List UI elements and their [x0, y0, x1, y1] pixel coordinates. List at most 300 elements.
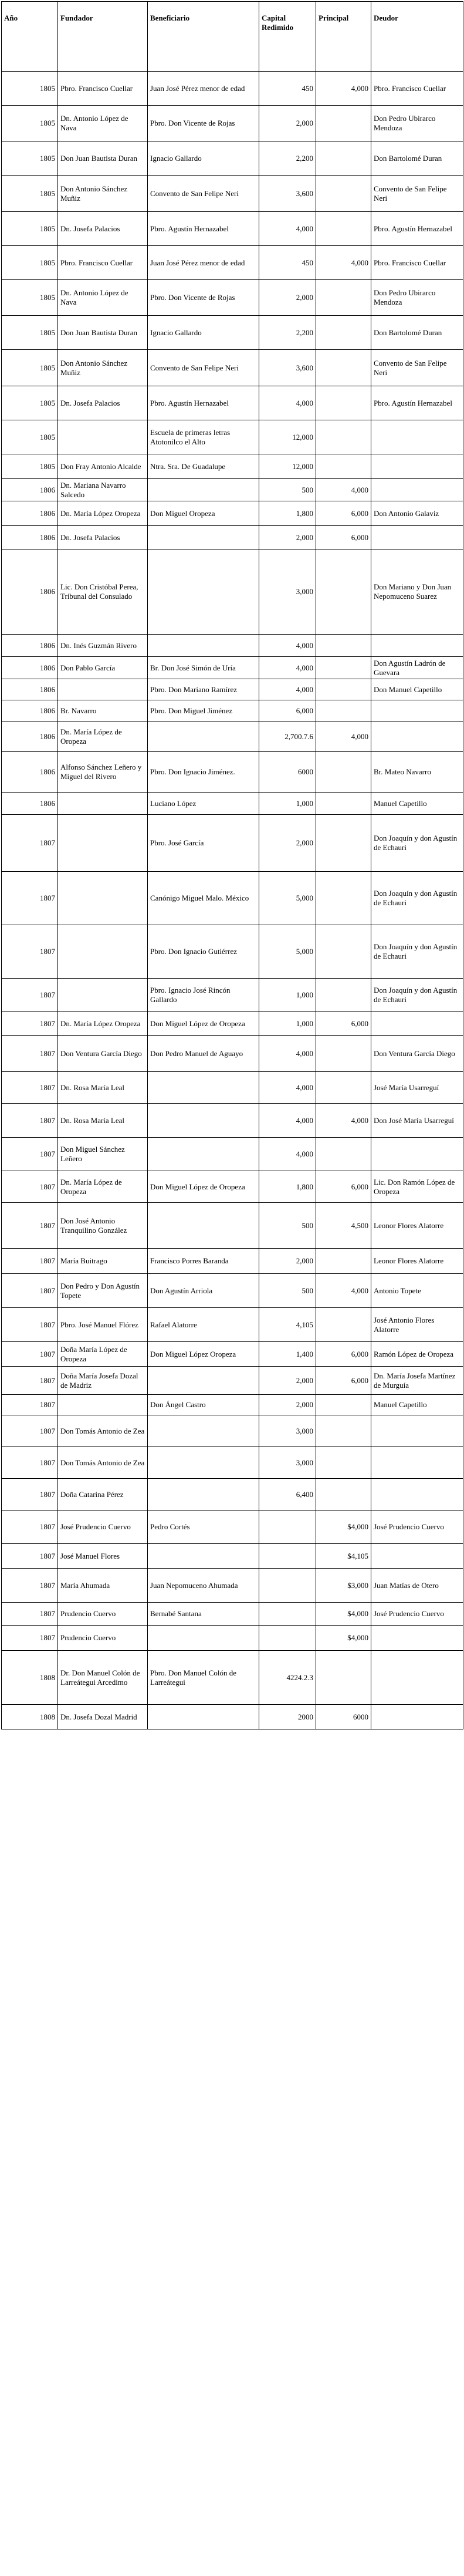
cell-capital: 4,000 [259, 386, 316, 420]
cell-debtor: Don Joaquín y don Agustín de Echauri [371, 815, 463, 872]
cell-debtor: Manuel Capetillo [371, 793, 463, 815]
cell-founder: Don Antonio Sánchez Muñiz [58, 350, 148, 386]
cell-debtor: Don Ventura García Diego [371, 1036, 463, 1072]
cell-principal [316, 752, 371, 793]
cell-capital: 1,400 [259, 1342, 316, 1367]
cell-beneficiary [148, 526, 259, 549]
cell-founder [58, 793, 148, 815]
cell-beneficiary [148, 1479, 259, 1510]
cell-debtor: Br. Mateo Navarro [371, 752, 463, 793]
cell-debtor: Don Pedro Ubirarco Mendoza [371, 280, 463, 316]
cell-founder: Don Juan Bautista Duran [58, 141, 148, 176]
cell-principal [316, 386, 371, 420]
table-row [2, 752, 463, 793]
cell-principal: 6,000 [316, 526, 371, 549]
cell-founder: Dn. Antonio López de Nava [58, 280, 148, 316]
cell-founder: Don Pablo García [58, 657, 148, 679]
cell-beneficiary: Pbro. Agustín Hernazabel [148, 212, 259, 246]
table-row [2, 1569, 463, 1603]
cell-beneficiary: Pbro. Don Mariano Ramírez [148, 679, 259, 700]
table-row [2, 1036, 463, 1072]
cell-debtor [371, 1626, 463, 1651]
cell-founder: Lic. Don Cristóbal Perea, Tribunal del Consulado [58, 549, 148, 635]
cell-principal [316, 280, 371, 316]
cell-founder: Dn. Rosa María Leal [58, 1072, 148, 1104]
cell-beneficiary [148, 721, 259, 752]
cell-capital: 5,000 [259, 925, 316, 979]
cell-principal: 4,000 [316, 1104, 371, 1138]
cell-year: 1805 [2, 386, 58, 420]
cell-debtor: Lic. Don Ramón López de Oropeza [371, 1171, 463, 1203]
header-row [2, 2, 463, 72]
cell-debtor: Ramón López de Oropeza [371, 1342, 463, 1367]
cell-beneficiary: Don Miguel López Oropeza [148, 1342, 259, 1367]
cell-principal [316, 657, 371, 679]
cell-beneficiary: Canónigo Miguel Malo. México [148, 872, 259, 925]
header-year: Año [2, 2, 58, 72]
cell-founder: Dn. Inés Guzmán Rivero [58, 635, 148, 657]
cell-principal [316, 872, 371, 925]
cell-beneficiary [148, 1447, 259, 1479]
cell-capital: 4,000 [259, 635, 316, 657]
cell-debtor [371, 454, 463, 479]
cell-debtor: José María Usarreguí [371, 1072, 463, 1104]
cell-principal: 6,000 [316, 1171, 371, 1203]
cell-capital: 6,400 [259, 1479, 316, 1510]
cell-capital: 4,000 [259, 1138, 316, 1171]
cell-founder: Don Tomás Antonio de Zea [58, 1415, 148, 1447]
cell-founder: Dr. Don Manuel Colón de Larreátegui Arcedimo [58, 1651, 148, 1705]
cell-beneficiary: Pbro. Don Ignacio Jiménez. [148, 752, 259, 793]
cell-year: 1806 [2, 700, 58, 721]
cell-founder: Pbro. Francisco Cuellar [58, 72, 148, 106]
table-row [2, 925, 463, 979]
cell-beneficiary [148, 1367, 259, 1395]
table-row [2, 1447, 463, 1479]
cell-debtor: Don José María Usarreguí [371, 1104, 463, 1138]
cell-year: 1805 [2, 212, 58, 246]
cell-principal [316, 679, 371, 700]
cell-year: 1805 [2, 350, 58, 386]
cell-founder: Prudencio Cuervo [58, 1603, 148, 1626]
cell-beneficiary [148, 635, 259, 657]
cell-principal [316, 1651, 371, 1705]
cell-beneficiary: Pedro Cortés [148, 1510, 259, 1544]
table-row [2, 549, 463, 635]
cell-founder [58, 679, 148, 700]
table-row [2, 700, 463, 721]
table-row [2, 1367, 463, 1395]
cell-debtor: Pbro. Agustín Hernazabel [371, 386, 463, 420]
cell-beneficiary: Pbro. Don Manuel Colón de Larreátegui [148, 1651, 259, 1705]
table-row [2, 1171, 463, 1203]
cell-capital [259, 1569, 316, 1603]
cell-capital: 1,000 [259, 793, 316, 815]
table-row [2, 106, 463, 141]
table-row [2, 815, 463, 872]
cell-beneficiary: Pbro. José García [148, 815, 259, 872]
cell-beneficiary: Ignacio Gallardo [148, 141, 259, 176]
cell-year: 1807 [2, 1447, 58, 1479]
cell-principal [316, 1447, 371, 1479]
cell-founder: Don Miguel Sánchez Leñero [58, 1138, 148, 1171]
cell-principal: 6,000 [316, 1012, 371, 1036]
cell-beneficiary: Escuela de primeras letras Atotonilco el Alto [148, 420, 259, 454]
cell-capital: 2,000 [259, 526, 316, 549]
cell-debtor: Manuel Capetillo [371, 1395, 463, 1415]
cell-debtor [371, 1138, 463, 1171]
cell-beneficiary: Pbro. Don Miguel Jiménez [148, 700, 259, 721]
cell-debtor: Pbro. Francisco Cuellar [371, 72, 463, 106]
cell-capital: 1,000 [259, 1012, 316, 1036]
cell-year: 1807 [2, 1138, 58, 1171]
cell-capital: 4,000 [259, 1104, 316, 1138]
cell-year: 1806 [2, 635, 58, 657]
cell-debtor [371, 1012, 463, 1036]
cell-debtor: Leonor Flores Alatorre [371, 1249, 463, 1274]
table-row [2, 1138, 463, 1171]
cell-founder [58, 979, 148, 1012]
cell-debtor [371, 420, 463, 454]
cell-debtor: Juan Matías de Otero [371, 1569, 463, 1603]
cell-beneficiary: Pbro. Don Ignacio Gutiérrez [148, 925, 259, 979]
header-principal: Principal [316, 2, 371, 72]
cell-year: 1805 [2, 141, 58, 176]
cell-debtor: Don Manuel Capetillo [371, 679, 463, 700]
table-row [2, 1479, 463, 1510]
cell-capital: 3,600 [259, 350, 316, 386]
cell-founder: Doña María López de Oropeza [58, 1342, 148, 1367]
cell-principal: 4,000 [316, 479, 371, 501]
cell-founder: María Ahumada [58, 1569, 148, 1603]
cell-beneficiary [148, 1138, 259, 1171]
cell-year: 1805 [2, 176, 58, 212]
cell-debtor: Pbro. Agustín Hernazabel [371, 212, 463, 246]
table-row [2, 1395, 463, 1415]
cell-beneficiary: Ntra. Sra. De Guadalupe [148, 454, 259, 479]
table-row [2, 1012, 463, 1036]
cell-year: 1806 [2, 657, 58, 679]
cell-year: 1806 [2, 526, 58, 549]
cell-principal [316, 212, 371, 246]
cell-beneficiary: Pbro. Don Vicente de Rojas [148, 280, 259, 316]
cell-year: 1805 [2, 246, 58, 280]
cell-principal [316, 1036, 371, 1072]
cell-beneficiary [148, 549, 259, 635]
cell-beneficiary: Juan José Pérez menor de edad [148, 72, 259, 106]
cell-debtor: Don Bartolomé Duran [371, 141, 463, 176]
cell-founder: Pbro. Francisco Cuellar [58, 246, 148, 280]
cell-year: 1807 [2, 1072, 58, 1104]
cell-debtor: Don Pedro Ubirarco Mendoza [371, 106, 463, 141]
cell-founder [58, 872, 148, 925]
cell-founder: Don José Antonio Tranquilino González [58, 1203, 148, 1249]
cell-principal: 6,000 [316, 501, 371, 526]
cell-year: 1807 [2, 1510, 58, 1544]
cell-capital: 4,000 [259, 1036, 316, 1072]
cell-debtor: Don Agustín Ladrón de Guevara [371, 657, 463, 679]
cell-debtor: Antonio Topete [371, 1274, 463, 1308]
cell-capital: 4,000 [259, 1072, 316, 1104]
cell-year: 1807 [2, 1479, 58, 1510]
table-row [2, 635, 463, 657]
table-row [2, 1603, 463, 1626]
cell-principal: 6,000 [316, 1367, 371, 1395]
cell-capital: 4,000 [259, 679, 316, 700]
cell-debtor [371, 1544, 463, 1569]
cell-founder: Dn. Josefa Palacios [58, 212, 148, 246]
cell-year: 1805 [2, 280, 58, 316]
cell-beneficiary [148, 1072, 259, 1104]
cell-principal: 4,000 [316, 246, 371, 280]
cell-beneficiary [148, 479, 259, 501]
cell-capital: 450 [259, 246, 316, 280]
cell-principal: 4,000 [316, 72, 371, 106]
cell-beneficiary [148, 1104, 259, 1138]
cell-debtor: José Antonio Flores Alatorre [371, 1308, 463, 1342]
cell-founder: Doña Catarina Pérez [58, 1479, 148, 1510]
cell-founder: Prudencio Cuervo [58, 1626, 148, 1651]
cell-founder: Don Juan Bautista Duran [58, 316, 148, 350]
cell-year: 1807 [2, 1367, 58, 1395]
cell-debtor [371, 479, 463, 501]
cell-capital: 4,105 [259, 1308, 316, 1342]
table-row [2, 1626, 463, 1651]
cell-principal: 6,000 [316, 1342, 371, 1367]
cell-founder [58, 1395, 148, 1415]
cell-year: 1806 [2, 479, 58, 501]
cell-capital: 2,000 [259, 106, 316, 141]
cell-founder: Don Ventura García Diego [58, 1036, 148, 1072]
cell-founder: Dn. María López Oropeza [58, 501, 148, 526]
table-row [2, 316, 463, 350]
table-row [2, 657, 463, 679]
cell-principal [316, 1395, 371, 1415]
cell-beneficiary: Luciano López [148, 793, 259, 815]
cell-year: 1805 [2, 420, 58, 454]
cell-founder: Dn. María López de Oropeza [58, 1171, 148, 1203]
cell-beneficiary: Pbro. Agustín Hernazabel [148, 386, 259, 420]
cell-principal: 4,500 [316, 1203, 371, 1249]
cell-principal [316, 635, 371, 657]
table-row [2, 1249, 463, 1274]
cell-beneficiary [148, 1544, 259, 1569]
cell-founder [58, 420, 148, 454]
cell-beneficiary: Don Miguel Oropeza [148, 501, 259, 526]
header-capital: Capital Redimido [259, 2, 316, 72]
cell-founder: Don Antonio Sánchez Muñiz [58, 176, 148, 212]
cell-founder: Don Pedro y Don Agustín Topete [58, 1274, 148, 1308]
table-row [2, 176, 463, 212]
cell-beneficiary: Bernabé Santana [148, 1603, 259, 1626]
cell-capital: 12,000 [259, 454, 316, 479]
cell-beneficiary: Juan José Pérez menor de edad [148, 246, 259, 280]
cell-capital: 500 [259, 1203, 316, 1249]
cell-year: 1806 [2, 793, 58, 815]
table-row [2, 1415, 463, 1447]
cell-capital [259, 1626, 316, 1651]
cell-founder: Don Tomás Antonio de Zea [58, 1447, 148, 1479]
cell-beneficiary: Convento de San Felipe Neri [148, 176, 259, 212]
cell-debtor: José Prudencio Cuervo [371, 1510, 463, 1544]
cell-year: 1806 [2, 549, 58, 635]
cell-year: 1807 [2, 1036, 58, 1072]
table-row [2, 979, 463, 1012]
header-founder: Fundador [58, 2, 148, 72]
cell-principal [316, 700, 371, 721]
cell-year: 1805 [2, 106, 58, 141]
cell-capital: 3,000 [259, 1415, 316, 1447]
cell-founder: María Buitrago [58, 1249, 148, 1274]
cell-year: 1806 [2, 752, 58, 793]
cell-founder: José Manuel Flores [58, 1544, 148, 1569]
cell-year: 1807 [2, 872, 58, 925]
cell-founder: Dn. Antonio López de Nava [58, 106, 148, 141]
table-row [2, 1203, 463, 1249]
cell-beneficiary: Ignacio Gallardo [148, 316, 259, 350]
table-row [2, 1104, 463, 1138]
cell-principal [316, 1479, 371, 1510]
cell-year: 1807 [2, 1569, 58, 1603]
cell-founder: José Prudencio Cuervo [58, 1510, 148, 1544]
cell-principal: 4,000 [316, 721, 371, 752]
table-row [2, 420, 463, 454]
table-row [2, 1510, 463, 1544]
cell-year: 1807 [2, 925, 58, 979]
cell-principal: $4,105 [316, 1544, 371, 1569]
cell-capital: 6,000 [259, 700, 316, 721]
cell-year: 1807 [2, 1395, 58, 1415]
cell-beneficiary: Don Ángel Castro [148, 1395, 259, 1415]
table-row [2, 793, 463, 815]
cell-debtor [371, 721, 463, 752]
cell-beneficiary: Juan Nepomuceno Ahumada [148, 1569, 259, 1603]
cell-capital: 2,000 [259, 1367, 316, 1395]
cell-principal [316, 815, 371, 872]
table-row [2, 479, 463, 501]
cell-capital: 2000 [259, 1705, 316, 1729]
cell-capital: 500 [259, 479, 316, 501]
cell-beneficiary: Rafael Alatorre [148, 1308, 259, 1342]
cell-debtor [371, 1705, 463, 1729]
cell-debtor: Don Joaquín y don Agustín de Echauri [371, 979, 463, 1012]
cell-beneficiary: Don Pedro Manuel de Aguayo [148, 1036, 259, 1072]
cell-founder: Doña María Josefa Dozal de Madriz [58, 1367, 148, 1395]
cell-debtor [371, 700, 463, 721]
cell-principal [316, 979, 371, 1012]
table-row [2, 1705, 463, 1729]
table-row [2, 246, 463, 280]
table-row [2, 1308, 463, 1342]
cell-principal [316, 350, 371, 386]
cell-principal: $4,000 [316, 1603, 371, 1626]
cell-principal: 6000 [316, 1705, 371, 1729]
cell-principal [316, 549, 371, 635]
cell-beneficiary: Don Agustín Arriola [148, 1274, 259, 1308]
cell-capital [259, 1510, 316, 1544]
cell-founder: Dn. María López de Oropeza [58, 721, 148, 752]
cell-beneficiary: Don Miguel López de Oropeza [148, 1171, 259, 1203]
cell-year: 1807 [2, 1626, 58, 1651]
cell-debtor: Don Bartolomé Duran [371, 316, 463, 350]
cell-debtor [371, 1651, 463, 1705]
cell-founder: Don Fray Antonio Alcalde [58, 454, 148, 479]
table-row [2, 280, 463, 316]
cell-year: 1807 [2, 1171, 58, 1203]
cell-debtor: Don Mariano y Don Juan Nepomuceno Suarez [371, 549, 463, 635]
cell-year: 1806 [2, 501, 58, 526]
cell-capital: 5,000 [259, 872, 316, 925]
cell-year: 1808 [2, 1705, 58, 1729]
cell-principal [316, 176, 371, 212]
cell-principal [316, 1415, 371, 1447]
table-row [2, 72, 463, 106]
cell-year: 1807 [2, 1012, 58, 1036]
table-row [2, 212, 463, 246]
cell-capital: 2,000 [259, 280, 316, 316]
cell-principal: $3,000 [316, 1569, 371, 1603]
table-row [2, 721, 463, 752]
cell-capital: 2,200 [259, 141, 316, 176]
cell-debtor: Pbro. Francisco Cuellar [371, 246, 463, 280]
cell-capital: 4224.2.3 [259, 1651, 316, 1705]
cell-beneficiary [148, 1203, 259, 1249]
cell-debtor: Convento de San Felipe Neri [371, 176, 463, 212]
cell-year: 1805 [2, 454, 58, 479]
table-row [2, 1342, 463, 1367]
cell-principal [316, 1138, 371, 1171]
cell-year: 1807 [2, 1603, 58, 1626]
cell-founder: Dn. María López Oropeza [58, 1012, 148, 1036]
cell-year: 1807 [2, 1544, 58, 1569]
cell-beneficiary [148, 1626, 259, 1651]
cell-beneficiary: Pbro. Don Vicente de Rojas [148, 106, 259, 141]
cell-year: 1807 [2, 979, 58, 1012]
cell-year: 1807 [2, 1104, 58, 1138]
cell-debtor: Don Joaquín y don Agustín de Echauri [371, 872, 463, 925]
table-row [2, 501, 463, 526]
records-table [1, 1, 463, 1729]
cell-debtor: Dn. María Josefa Martínez de Murguía [371, 1367, 463, 1395]
cell-capital: 6000 [259, 752, 316, 793]
cell-principal [316, 420, 371, 454]
cell-principal [316, 106, 371, 141]
table-row [2, 679, 463, 700]
cell-capital: 450 [259, 72, 316, 106]
cell-debtor [371, 635, 463, 657]
cell-capital: 1,800 [259, 501, 316, 526]
cell-capital: 4,000 [259, 657, 316, 679]
cell-capital: 2,000 [259, 815, 316, 872]
cell-capital [259, 1603, 316, 1626]
table-row [2, 1274, 463, 1308]
cell-capital: 3,600 [259, 176, 316, 212]
cell-capital: 1,000 [259, 979, 316, 1012]
cell-principal [316, 141, 371, 176]
cell-debtor: Don Joaquín y don Agustín de Echauri [371, 925, 463, 979]
cell-founder: Dn. Josefa Palacios [58, 526, 148, 549]
cell-debtor [371, 1415, 463, 1447]
table-row [2, 1544, 463, 1569]
cell-principal [316, 793, 371, 815]
cell-beneficiary: Convento de San Felipe Neri [148, 350, 259, 386]
cell-capital: 4,000 [259, 212, 316, 246]
cell-year: 1807 [2, 815, 58, 872]
cell-founder: Pbro. José Manuel Flórez [58, 1308, 148, 1342]
table-row [2, 872, 463, 925]
table-row [2, 141, 463, 176]
cell-beneficiary: Don Miguel López de Oropeza [148, 1012, 259, 1036]
